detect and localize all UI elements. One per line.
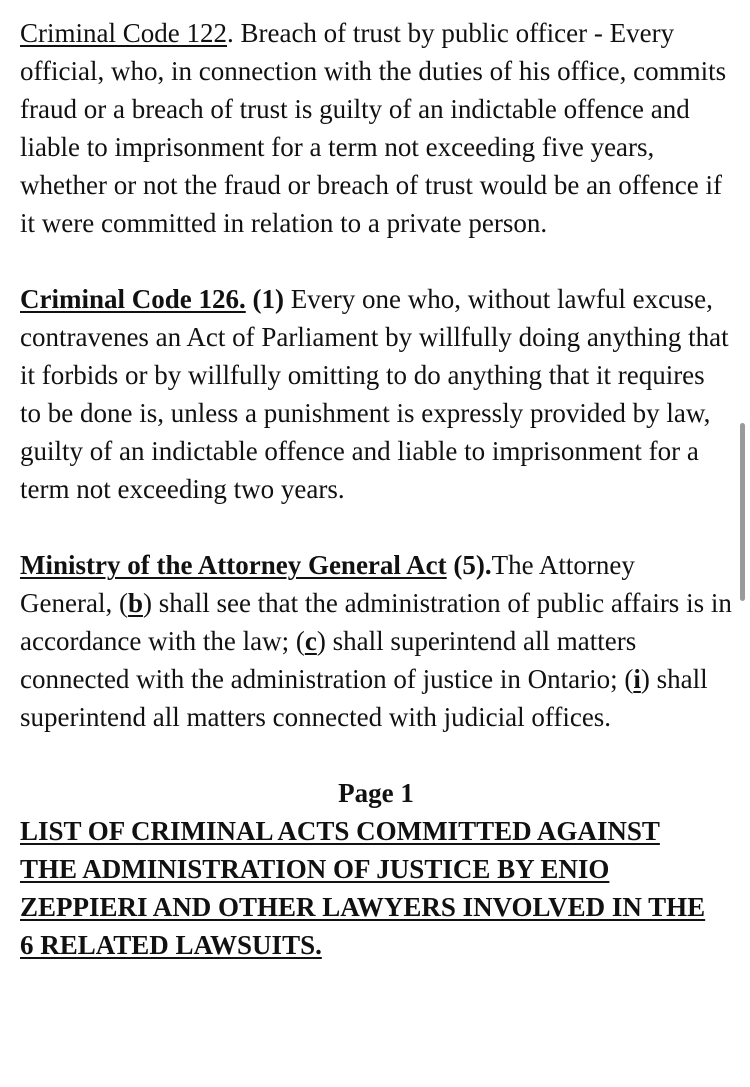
section-open: ( (446, 550, 463, 580)
list-heading: LIST OF CRIMINAL ACTS COMMITTED AGAINST THE ADMINISTRATION OF JUSTICE BY ENIO ZEPPIERI AND OTHER LAWYERS INVOLVED IN THE 6 RELATED LAWSUITS. (20, 816, 706, 960)
subsection-number: 1 (261, 284, 275, 314)
section-title: Criminal Code 126. (20, 284, 246, 314)
subsection-close: ) (275, 284, 284, 314)
section-criminal-code-126 (20, 280, 732, 508)
clause-i: i (633, 664, 641, 694)
page-number: Page 1 (338, 778, 414, 808)
clause-b: b (127, 588, 143, 618)
section-criminal-code-122 (20, 14, 732, 242)
clause-b-text: ) shall see that the administration of public affairs is in accordance with the law; ( (20, 588, 732, 656)
section-number: 5 (462, 550, 476, 580)
section-title: Criminal Code 122 (20, 18, 227, 48)
clause-c-text: ) shall superintend all matters connected with the administration of justice in Ontario; ( (20, 626, 637, 694)
clause-i-text: ) shall superintend all matters connected with judicial offices. (20, 664, 708, 732)
section-intro: The Attorney General, ( (20, 550, 635, 618)
section-text: Every one who, without lawful excuse, contravenes an Act of Parliament by willfully doing anything that it forbids or by willfully omitting to do anything that it requires to be done is, unless a punishment is expressly provided by law, guilty of an indictable offence and liable to imprisonment for a term not exceeding two years. (20, 284, 729, 504)
subsection-open: ( (245, 284, 262, 314)
section-text: Breach of trust by public officer - Every official, who, in connection with the duties of his office, commits fraud or a breach of trust is guilty of an indictable offence and liable to imprisonment for a term not exceeding five years, whether or not the fraud or breach of trust would be an offence if it were committed in relation to a private person. (20, 18, 727, 238)
section-close: ). (475, 550, 492, 580)
section-title: Ministry of the Attorney General Act (20, 550, 447, 580)
clause-c: c (304, 626, 317, 656)
vertical-scrollbar[interactable] (740, 423, 745, 601)
section-attorney-general-act (20, 546, 732, 736)
section-title-suffix: . (226, 18, 234, 48)
document-body (20, 14, 732, 964)
